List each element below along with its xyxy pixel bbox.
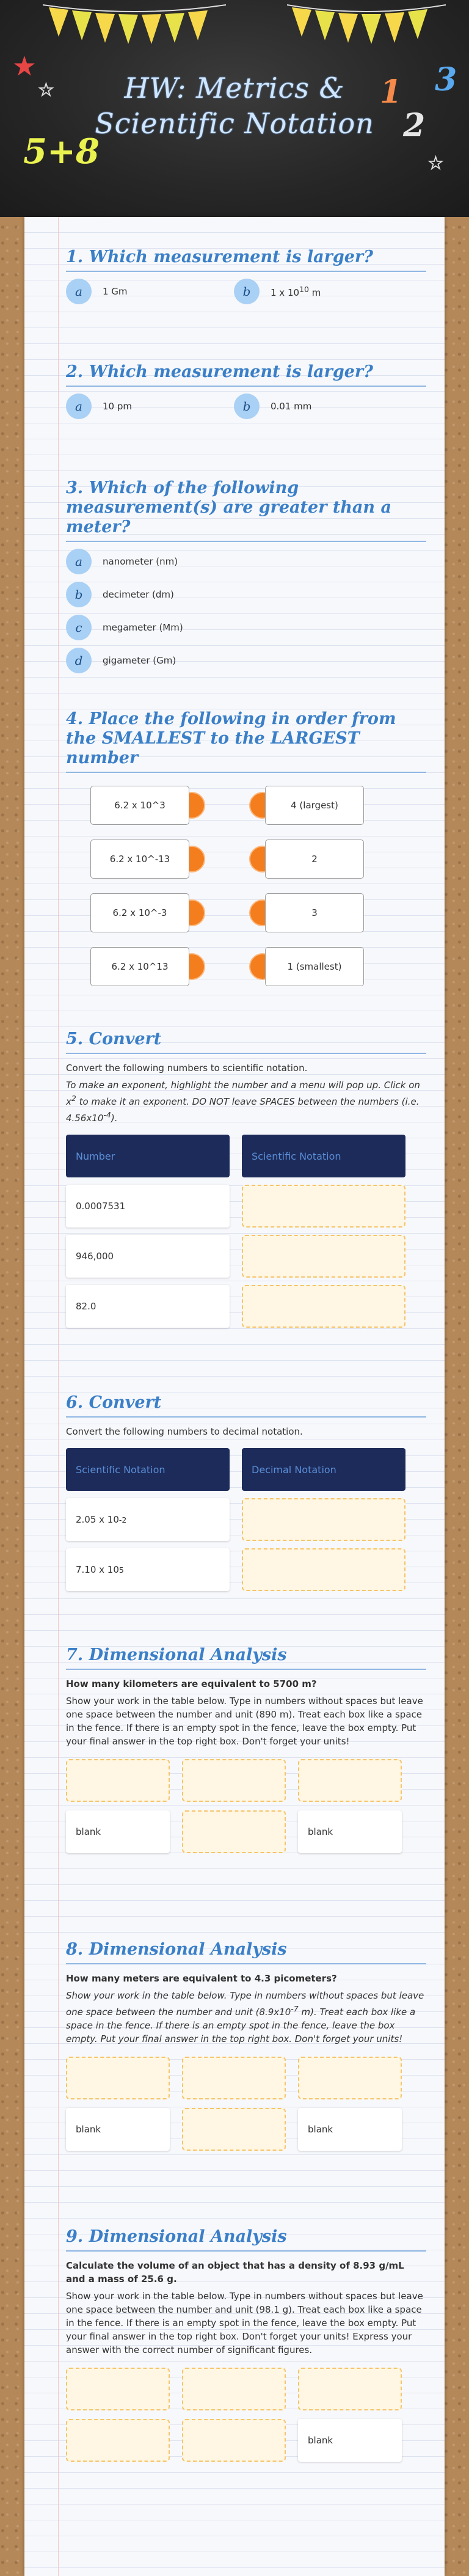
question-9	[66, 2227, 426, 2462]
chalkboard-header	[0, 0, 469, 217]
question-title: 7. Dimensional Analysis	[66, 1645, 426, 1670]
match-row	[90, 893, 426, 933]
question-title: 8. Dimensional Analysis	[66, 1940, 426, 1964]
option-unit: m	[308, 287, 321, 298]
answer-input[interactable]	[242, 1235, 405, 1278]
question-body	[66, 1989, 426, 2046]
fence-input[interactable]	[298, 2057, 402, 2099]
column-header: Decimal Notation	[242, 1448, 405, 1491]
fence-input[interactable]	[66, 2419, 170, 2462]
option-text: 0.01 mm	[271, 401, 312, 412]
bunting-right	[287, 0, 446, 49]
question-prompt: How many kilometers are equivalent to 5700 m?	[66, 1678, 317, 1689]
option-letter: b	[66, 582, 92, 607]
question-8	[66, 1940, 426, 2151]
question-prompt: How many meters are equivalent to 4.3 picometers?	[66, 1973, 337, 1984]
fence-input[interactable]	[182, 2368, 286, 2410]
star-outline-icon: ☆	[38, 79, 54, 101]
option-letter: b	[234, 393, 260, 419]
option-a[interactable]	[66, 548, 426, 575]
number-cell: 946,000	[66, 1235, 230, 1278]
note-sup: -4	[103, 1110, 111, 1119]
instruction: Convert the following numbers to scientific notation.	[66, 1063, 308, 1074]
fence-input[interactable]	[182, 2108, 286, 2151]
answer-input[interactable]	[242, 1185, 405, 1228]
question-title: 5. Convert	[66, 1030, 426, 1054]
option-letter: c	[66, 615, 92, 640]
match-item-right[interactable]: 4 (largest)	[265, 786, 364, 825]
fence-input[interactable]	[66, 2368, 170, 2410]
question-4	[66, 709, 426, 987]
option-text	[271, 285, 321, 298]
option-text: megameter (Mm)	[103, 622, 183, 633]
match-row	[90, 785, 426, 825]
match-item-left[interactable]: 6.2 x 10^3	[90, 786, 189, 825]
note-part-a: To make an exponent, highlight the number and a menu will pop up. Click on x	[66, 1080, 420, 1107]
option-text: decimeter (dm)	[103, 589, 174, 600]
question-prompt: Calculate the volume of an object that has a density of 8.93 g/mL and a mass of 25.6 g.	[66, 2260, 404, 2285]
option-d[interactable]	[66, 647, 426, 674]
exponent-note	[66, 1078, 426, 1125]
deco-number-2: 2	[403, 107, 426, 144]
number-cell	[66, 1498, 230, 1541]
question-1	[66, 247, 426, 305]
blank-cell: blank	[298, 2419, 402, 2462]
answer-input[interactable]	[242, 1548, 405, 1591]
option-text: gigameter (Gm)	[103, 655, 176, 666]
body-part-b: m). Treat each box like a space in the fence. If there is an empty spot in the fence, leave the box empty. Put your final answer in the top right box. Don't forget your units!	[66, 2007, 416, 2044]
deco-number-3: 3	[435, 61, 457, 98]
fence-table	[66, 1759, 426, 1853]
option-c[interactable]	[66, 614, 426, 641]
option-a[interactable]	[66, 278, 234, 305]
fence-input[interactable]	[66, 2057, 170, 2099]
convert-table	[66, 1448, 426, 1591]
option-letter: d	[66, 648, 92, 673]
body-part-a: Show your work in the table below. Type in numbers without spaces but leave one space between the number and unit (8.9x10	[66, 1990, 424, 2018]
option-letter: b	[234, 279, 260, 304]
fence-table	[66, 2057, 426, 2151]
number-exponent: 5	[118, 1565, 124, 1575]
body-sup: -7	[291, 2004, 299, 2013]
match-item-left[interactable]: 6.2 x 10^13	[90, 947, 189, 986]
star-outline-icon: ☆	[427, 153, 444, 174]
instruction: Convert the following numbers to decimal notation.	[66, 1426, 303, 1437]
option-exponent: 10	[299, 285, 309, 294]
option-text: 10 pm	[103, 401, 132, 412]
convert-table	[66, 1135, 426, 1328]
blank-cell: blank	[66, 2108, 170, 2151]
question-body: Show your work in the table below. Type in numbers without spaces but leave one space between the number and unit (98.1 g). Treat each box like a space in the fence. If there is an empty spot in the fence, leave the box empty. Put your final answer in the top right box. Don't forget your units! Express your answer with the correct number of significant figures.	[66, 2291, 423, 2355]
match-item-right[interactable]: 3	[265, 893, 364, 932]
fence-input[interactable]	[66, 1759, 170, 1802]
match-item-left[interactable]: 6.2 x 10^-3	[90, 893, 189, 932]
deco-number-1: 1	[380, 73, 402, 111]
question-2	[66, 362, 426, 420]
option-base: 1 x 10	[271, 287, 300, 298]
note-part-c: ).	[111, 1113, 118, 1124]
question-title: 6. Convert	[66, 1393, 426, 1418]
option-letter: a	[66, 393, 92, 419]
fence-input[interactable]	[182, 2419, 286, 2462]
note-sup: 2	[71, 1094, 76, 1103]
question-title: 1. Which measurement is larger?	[66, 247, 426, 272]
option-text: 1 Gm	[103, 286, 128, 297]
answer-input[interactable]	[242, 1498, 405, 1541]
note-part-b: to make it an exponent. DO NOT leave SPACES between the numbers (i.e. 4.56x10	[66, 1096, 420, 1124]
question-title: 4. Place the following in order from the SMALLEST to the LARGEST number	[66, 709, 426, 773]
number-cell: 82.0	[66, 1285, 230, 1328]
question-7	[66, 1645, 426, 1853]
blank-cell: blank	[298, 1810, 402, 1853]
fence-table	[66, 2368, 426, 2462]
match-row	[90, 946, 426, 987]
option-letter: a	[66, 549, 92, 574]
fence-input[interactable]	[182, 2057, 286, 2099]
question-title: 9. Dimensional Analysis	[66, 2227, 426, 2252]
question-6	[66, 1393, 426, 1591]
number-base: 7.10 x 10	[76, 1564, 119, 1575]
column-header: Number	[66, 1135, 230, 1177]
column-header: Scientific Notation	[66, 1448, 230, 1491]
star-icon: ★	[13, 52, 35, 81]
question-body: Show your work in the table below. Type in numbers without spaces but leave one space between the number and unit (890 m). Treat each box like a space in the fence. If there is an empty spot in the fence, leave the box empty. Put your final answer in the top right box. Don't forget your units!	[66, 1696, 423, 1747]
option-letter: a	[66, 279, 92, 304]
number-cell: 0.0007531	[66, 1185, 230, 1228]
fence-input[interactable]	[298, 1759, 402, 1802]
question-5	[66, 1030, 426, 1328]
number-cell	[66, 1548, 230, 1591]
option-b[interactable]	[234, 278, 402, 305]
question-title: 3. Which of the following measurement(s) are greater than a meter?	[66, 478, 426, 542]
fence-input[interactable]	[182, 1810, 286, 1853]
answer-input[interactable]	[242, 1285, 405, 1328]
match-item-left[interactable]: 6.2 x 10^-13	[90, 840, 189, 879]
number-exponent: -2	[118, 1515, 127, 1524]
deco-math: 5+8	[23, 131, 100, 172]
option-text: nanometer (nm)	[103, 556, 178, 567]
match-item-right[interactable]: 2	[265, 840, 364, 879]
match-item-right[interactable]: 1 (smallest)	[265, 947, 364, 986]
option-a[interactable]	[66, 393, 234, 420]
option-b[interactable]	[66, 581, 426, 608]
option-b[interactable]	[234, 393, 402, 420]
match-row	[90, 839, 426, 879]
column-header: Scientific Notation	[242, 1135, 405, 1177]
page-title: HW: Metrics & Scientific Notation	[95, 71, 374, 140]
question-title: 2. Which measurement is larger?	[66, 362, 426, 387]
question-3	[66, 478, 426, 674]
fence-input[interactable]	[182, 1759, 286, 1802]
worksheet	[24, 217, 445, 2576]
blank-cell: blank	[66, 1810, 170, 1853]
blank-cell: blank	[298, 2108, 402, 2151]
number-base: 2.05 x 10	[76, 1514, 119, 1525]
bunting-left	[43, 0, 226, 49]
fence-input[interactable]	[298, 2368, 402, 2410]
